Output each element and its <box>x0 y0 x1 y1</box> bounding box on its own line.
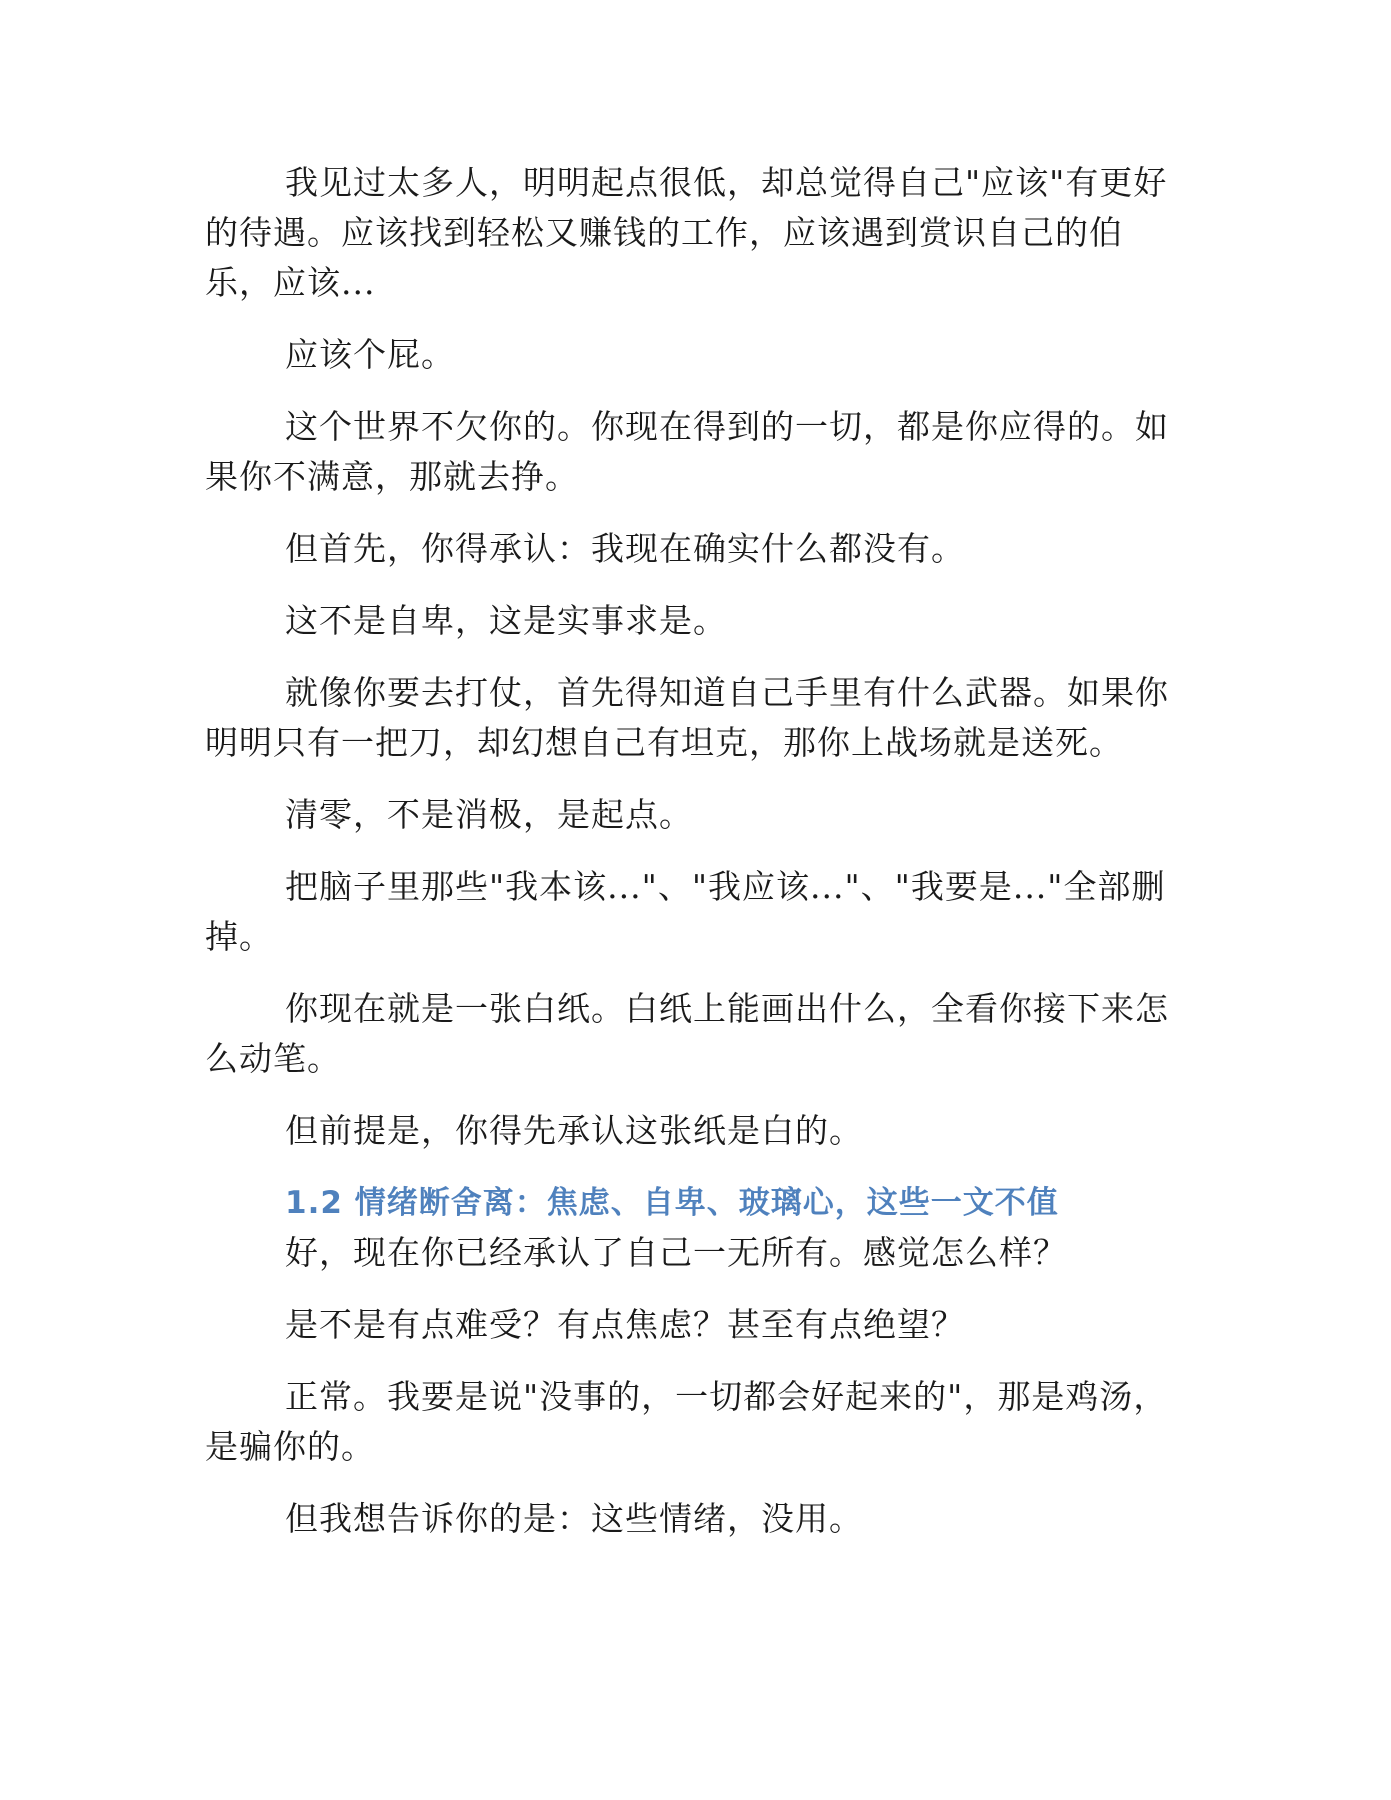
paragraph: 这个世界不欠你的。你现在得到的一切，都是你应得的。如果你不满意，那就去挣。 <box>205 407 1169 496</box>
paragraph: 但前提是，你得先承认这张纸是白的。 <box>285 1111 863 1150</box>
paragraph: 好，现在你已经承认了自己一无所有。感觉怎么样？ <box>285 1233 1067 1272</box>
paragraph: 是不是有点难受？有点焦虑？甚至有点绝望？ <box>285 1305 965 1344</box>
section-heading: 1.2 情绪断舍离：焦虑、自卑、玻璃心，这些一文不值 <box>285 1185 1059 1221</box>
paragraph: 正常。我要是说"没事的，一切都会好起来的"，那是鸡汤，是骗你的。 <box>205 1377 1168 1466</box>
paragraph: 但我想告诉你的是：这些情绪，没用。 <box>285 1499 863 1538</box>
paragraph: 就像你要去打仗，首先得知道自己手里有什么武器。如果你明明只有一把刀，却幻想自己有坦克，那你上战场就是送死。 <box>205 673 1169 762</box>
paragraph: 这不是自卑，这是实事求是。 <box>285 601 727 640</box>
paragraph: 你现在就是一张白纸。白纸上能画出什么，全看你接下来怎么动笔。 <box>205 989 1169 1078</box>
paragraph: 清零，不是消极，是起点。 <box>285 795 693 834</box>
document-body <box>205 158 1180 1566</box>
paragraph: 我见过太多人，明明起点很低，却总觉得自己"应该"有更好的待遇。应该找到轻松又赚钱的工作，应该遇到赏识自己的伯乐，应该... <box>205 163 1168 302</box>
paragraph: 但首先，你得承认：我现在确实什么都没有。 <box>285 529 965 568</box>
paragraph: 把脑子里那些"我本该..."、"我应该..."、"我要是..."全部删掉。 <box>205 867 1166 956</box>
paragraph: 应该个屁。 <box>285 335 455 374</box>
